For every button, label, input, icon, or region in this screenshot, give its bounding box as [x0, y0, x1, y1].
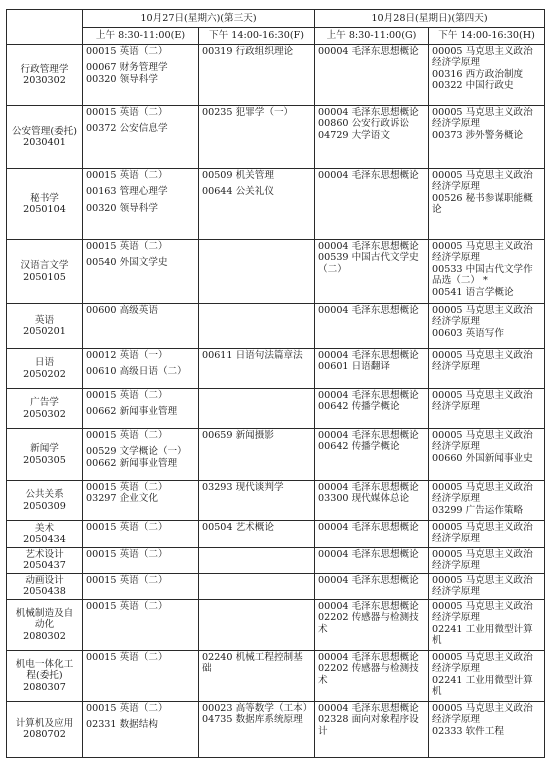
course-entry: 02333 软件工程 — [432, 725, 504, 737]
course-entry: 00004 毛泽东思想概论 — [318, 549, 419, 560]
major-cell — [7, 240, 83, 304]
course-entry: 03297 企业文化 — [86, 493, 158, 505]
session-cell — [429, 304, 545, 349]
course-entry: 00662 新闻事业管理 — [86, 457, 178, 469]
course-entry: 00015 英语（二） — [86, 482, 168, 493]
major-code: 2080702 — [23, 729, 66, 741]
header-session-g: 上午 8:30-11:00(G) — [315, 28, 429, 45]
session-cell — [429, 599, 545, 650]
session-cell — [429, 701, 545, 757]
course-entry: 00005 马克思主义政治经济学原理 — [432, 600, 533, 624]
session-cell — [199, 304, 315, 349]
major-code: 2050105 — [23, 271, 66, 283]
major-name: 日语 — [34, 357, 55, 369]
course-entry: 00015 英语（二） — [86, 107, 168, 118]
session-cell — [429, 429, 545, 481]
table-row — [7, 304, 545, 349]
session-cell — [315, 701, 429, 757]
course-entry: 02328 面向对象程序设计 — [318, 714, 419, 737]
session-cell — [83, 169, 199, 240]
course-entry: 00004 毛泽东思想概论 — [318, 46, 419, 57]
header-session-h: 下午 14:00-16:30(H) — [429, 28, 545, 45]
major-code: 2080302 — [23, 630, 66, 642]
session-cell — [83, 650, 199, 701]
major-name: 机电一体化工 — [15, 658, 74, 670]
course-entry: 00005 马克思主义政治经济学原理 — [432, 549, 533, 572]
major-code: 2050309 — [23, 500, 66, 512]
course-entry: 03299 广告运作策略 — [432, 504, 524, 516]
table-row — [7, 650, 545, 701]
table-row — [7, 106, 545, 169]
header-day-2: 10月28日(星期日)(第四天) — [315, 10, 545, 28]
course-entry: 00005 马克思主义政治经济学原理 — [432, 390, 533, 413]
schedule-body — [7, 45, 545, 758]
header-row-days — [7, 10, 545, 28]
table-row — [7, 169, 545, 240]
session-cell — [315, 169, 429, 240]
major-code: 2050104 — [23, 204, 66, 215]
course-entry: 00610 高级日语（二） — [86, 366, 187, 378]
exam-schedule-table — [6, 9, 545, 758]
course-entry: 00541 语言学概论 — [432, 286, 514, 298]
major-code: 2080307 — [23, 681, 66, 693]
header-corner — [7, 10, 83, 45]
session-cell — [315, 304, 429, 349]
course-entry: 02202 传感器与检测技术 — [318, 612, 419, 635]
session-cell — [199, 429, 315, 481]
course-entry: 00005 马克思主义政治经济学原理 — [432, 350, 533, 373]
course-entry: 03300 现代媒体总论 — [318, 493, 410, 505]
session-cell — [83, 389, 199, 429]
session-cell — [315, 650, 429, 701]
session-cell — [199, 106, 315, 169]
course-entry: 00015 英语（二） — [86, 430, 168, 441]
session-cell — [429, 548, 545, 574]
table-row — [7, 599, 545, 650]
course-entry: 00372 公安信息学 — [86, 123, 168, 135]
course-entry: 00644 公关礼仪 — [202, 186, 274, 198]
course-entry: 00601 日语翻译 — [318, 361, 390, 373]
major-code: 2050434 — [23, 534, 66, 545]
table-row — [7, 548, 545, 574]
session-cell — [83, 349, 199, 389]
session-cell — [83, 481, 199, 521]
session-cell — [199, 349, 315, 389]
major-code: 2050302 — [23, 408, 66, 420]
major-cell — [7, 481, 83, 521]
session-cell — [315, 45, 429, 106]
session-cell — [199, 169, 315, 240]
course-entry: 00015 英语（二） — [86, 702, 168, 714]
major-cell — [7, 169, 83, 240]
course-entry: 00540 外国文学史 — [86, 257, 168, 269]
course-entry: 00662 新闻事业管理 — [86, 406, 178, 418]
course-entry: 02331 数据结构 — [86, 719, 158, 731]
major-code: 2050437 — [23, 560, 66, 572]
major-cell — [7, 429, 83, 481]
course-entry: 00320 领导科学 — [86, 73, 158, 85]
major-cell — [7, 701, 83, 757]
session-cell — [199, 240, 315, 304]
header-session-e: 上午 8:30-11:00(E) — [83, 28, 199, 45]
course-entry: 00004 毛泽东思想概论 — [318, 522, 419, 533]
session-cell — [315, 389, 429, 429]
course-entry: 00642 传播学概论 — [318, 401, 400, 413]
course-entry: 00005 马克思主义政治经济学原理 — [432, 651, 533, 675]
course-entry: 00005 马克思主义政治经济学原理 — [432, 305, 533, 328]
major-cell — [7, 521, 83, 548]
course-entry: 00067 财务管理学 — [86, 62, 168, 74]
session-cell — [83, 240, 199, 304]
session-cell — [83, 45, 199, 106]
session-cell — [315, 521, 429, 548]
course-entry: 00005 马克思主义政治经济学原理 — [432, 522, 533, 545]
course-entry: 00005 马克思主义政治经济学原理 — [432, 170, 533, 193]
major-cell — [7, 650, 83, 701]
major-code: 2030401 — [23, 137, 66, 148]
session-cell — [199, 599, 315, 650]
major-code: 2030302 — [23, 75, 66, 86]
course-entry: 00005 马克思主义政治经济学原理 — [432, 107, 533, 130]
major-cell — [7, 45, 83, 106]
course-entry: 00023 高等数学（工本） — [202, 702, 313, 714]
session-cell — [315, 481, 429, 521]
session-cell — [429, 521, 545, 548]
session-cell — [199, 45, 315, 106]
session-cell — [83, 573, 199, 599]
session-cell — [315, 599, 429, 650]
session-cell — [315, 573, 429, 599]
table-row — [7, 45, 545, 106]
header-row-sessions — [7, 28, 545, 45]
session-cell — [199, 701, 315, 757]
course-entry: 00316 西方政治制度 — [432, 68, 524, 80]
course-entry: 00603 英语写作 — [432, 327, 504, 339]
session-cell — [83, 599, 199, 650]
course-entry: 00659 新闻摄影 — [202, 430, 274, 441]
course-entry: 00015 英语（二） — [86, 170, 168, 181]
session-cell — [83, 106, 199, 169]
course-entry: 00320 领导科学 — [86, 202, 158, 214]
course-entry: 00004 毛泽东思想概论 — [318, 430, 419, 441]
course-entry: 00539 中国古代文学史（二） — [318, 252, 419, 275]
table-row — [7, 429, 545, 481]
course-entry: 00005 马克思主义政治经济学原理 — [432, 702, 533, 726]
session-cell — [429, 650, 545, 701]
session-cell — [315, 548, 429, 574]
session-cell — [83, 701, 199, 757]
course-entry: 00322 中国行政史 — [432, 80, 514, 92]
course-entry: 00004 毛泽东思想概论 — [318, 702, 419, 714]
course-entry: 00005 马克思主义政治经济学原理 — [432, 574, 533, 598]
course-entry: 00526 秘书参谋职能概论 — [432, 192, 533, 216]
course-entry: 00235 犯罪学（一） — [202, 107, 294, 118]
course-entry: 02241 工业用微型计算机 — [432, 674, 533, 698]
table-row — [7, 521, 545, 548]
major-code: 2050438 — [23, 586, 66, 598]
session-cell — [83, 521, 199, 548]
session-cell — [199, 573, 315, 599]
course-entry: 00163 管理心理学 — [86, 186, 168, 198]
course-entry: 03293 现代谈判学 — [202, 482, 284, 493]
course-entry: 00504 艺术概论 — [202, 522, 274, 533]
course-entry: 02241 工业用微型计算机 — [432, 623, 533, 647]
table-row — [7, 573, 545, 599]
course-entry: 00015 英语（二） — [86, 549, 168, 560]
course-entry: 00373 涉外警务概论 — [432, 129, 524, 141]
session-cell — [429, 45, 545, 106]
course-entry: 00004 毛泽东思想概论 — [318, 305, 419, 316]
course-entry: 00005 马克思主义政治经济学原理 — [432, 46, 533, 69]
course-entry: 00529 文学概论（一） — [86, 446, 187, 458]
course-entry: 00015 英语（二） — [86, 46, 168, 57]
session-cell — [429, 389, 545, 429]
session-cell — [199, 481, 315, 521]
course-entry: 00004 毛泽东思想概论 — [318, 600, 419, 612]
course-entry: 00004 毛泽东思想概论 — [318, 574, 419, 586]
course-entry: 00005 马克思主义政治经济学原理 — [432, 241, 533, 264]
header-day-1: 10月27日(星期六)(第三天) — [83, 10, 315, 28]
major-name: 公安管理(委托) — [11, 125, 78, 137]
session-cell — [83, 304, 199, 349]
header-session-f: 下午 14:00-16:30(F) — [199, 28, 315, 45]
course-entry: 02240 机械工程控制基础 — [202, 651, 303, 675]
major-name: 艺术设计 — [25, 549, 64, 560]
session-cell — [199, 548, 315, 574]
course-entry: 00015 英语（二） — [86, 522, 168, 533]
session-cell — [315, 240, 429, 304]
course-entry: 00642 传播学概论 — [318, 441, 400, 453]
course-entry: 04735 数据库系统原理 — [202, 714, 303, 726]
course-entry: 00012 英语（一） — [86, 350, 168, 361]
course-entry: 00004 毛泽东思想概论 — [318, 390, 419, 401]
session-cell — [199, 389, 315, 429]
major-cell — [7, 106, 83, 169]
session-cell — [83, 429, 199, 481]
major-name: 美术 — [34, 522, 55, 534]
major-code: 2050305 — [23, 454, 66, 466]
major-name: 汉语言文学 — [20, 260, 69, 272]
major-cell — [7, 599, 83, 650]
table-row — [7, 701, 545, 757]
course-entry: 00509 机关管理 — [202, 170, 274, 181]
major-name: 公共关系 — [25, 489, 64, 501]
course-entry: 00533 中国古代文学作品选（二） * — [432, 263, 533, 287]
course-entry: 00004 毛泽东思想概论 — [318, 107, 419, 118]
course-entry: 00015 英语（二） — [86, 390, 168, 401]
course-entry: 00005 马克思主义政治经济学原理 — [432, 430, 533, 453]
course-entry: 00004 毛泽东思想概论 — [318, 350, 419, 361]
major-name: 动画设计 — [25, 574, 64, 586]
table-row — [7, 349, 545, 389]
session-cell — [429, 106, 545, 169]
major-name: 英语 — [34, 314, 55, 326]
session-cell — [83, 548, 199, 574]
course-entry: 02202 传感器与检测技术 — [318, 663, 419, 686]
session-cell — [429, 349, 545, 389]
major-name: 程(委托) — [26, 670, 63, 682]
major-cell — [7, 389, 83, 429]
session-cell — [315, 349, 429, 389]
course-entry: 00015 英语（二） — [86, 651, 168, 663]
table-row — [7, 240, 545, 304]
major-name: 新闻学 — [30, 443, 59, 455]
course-entry: 04729 大学语文 — [318, 129, 390, 141]
major-cell — [7, 573, 83, 599]
course-entry: 00004 毛泽东思想概论 — [318, 651, 419, 663]
session-cell — [315, 106, 429, 169]
session-cell — [429, 240, 545, 304]
major-name: 广告学 — [30, 397, 59, 409]
table-row — [7, 389, 545, 429]
major-cell — [7, 304, 83, 349]
major-cell — [7, 349, 83, 389]
course-entry: 00004 毛泽东思想概论 — [318, 482, 419, 493]
session-cell — [429, 573, 545, 599]
major-name: 行政管理学 — [20, 63, 69, 75]
course-entry: 00660 外国新闻事业史 — [432, 452, 533, 464]
course-entry: 00004 毛泽东思想概论 — [318, 170, 419, 181]
major-code: 2050202 — [23, 368, 66, 380]
course-entry: 00611 日语句法篇章法 — [202, 350, 303, 361]
course-entry: 00015 英语（二） — [86, 600, 168, 612]
course-entry: 00004 毛泽东思想概论 — [318, 241, 419, 252]
course-entry: 00015 英语（二） — [86, 241, 168, 252]
major-name: 机械制造及自 — [15, 607, 74, 619]
major-code: 2050201 — [23, 326, 66, 337]
major-name: 动化 — [34, 619, 55, 631]
session-cell — [315, 429, 429, 481]
session-cell — [199, 650, 315, 701]
session-cell — [429, 481, 545, 521]
session-cell — [429, 169, 545, 240]
course-entry: 00005 马克思主义政治经济学原理 — [432, 482, 533, 505]
course-entry: 00860 公安行政诉讼 — [318, 118, 410, 130]
table-row — [7, 481, 545, 521]
course-entry: 00015 英语（二） — [86, 574, 168, 586]
major-name: 秘书学 — [30, 192, 59, 204]
session-cell — [199, 521, 315, 548]
major-cell — [7, 548, 83, 574]
major-name: 计算机及应用 — [15, 717, 74, 729]
course-entry: 00600 高级英语 — [86, 305, 158, 316]
course-entry: 00319 行政组织理论 — [202, 46, 294, 57]
